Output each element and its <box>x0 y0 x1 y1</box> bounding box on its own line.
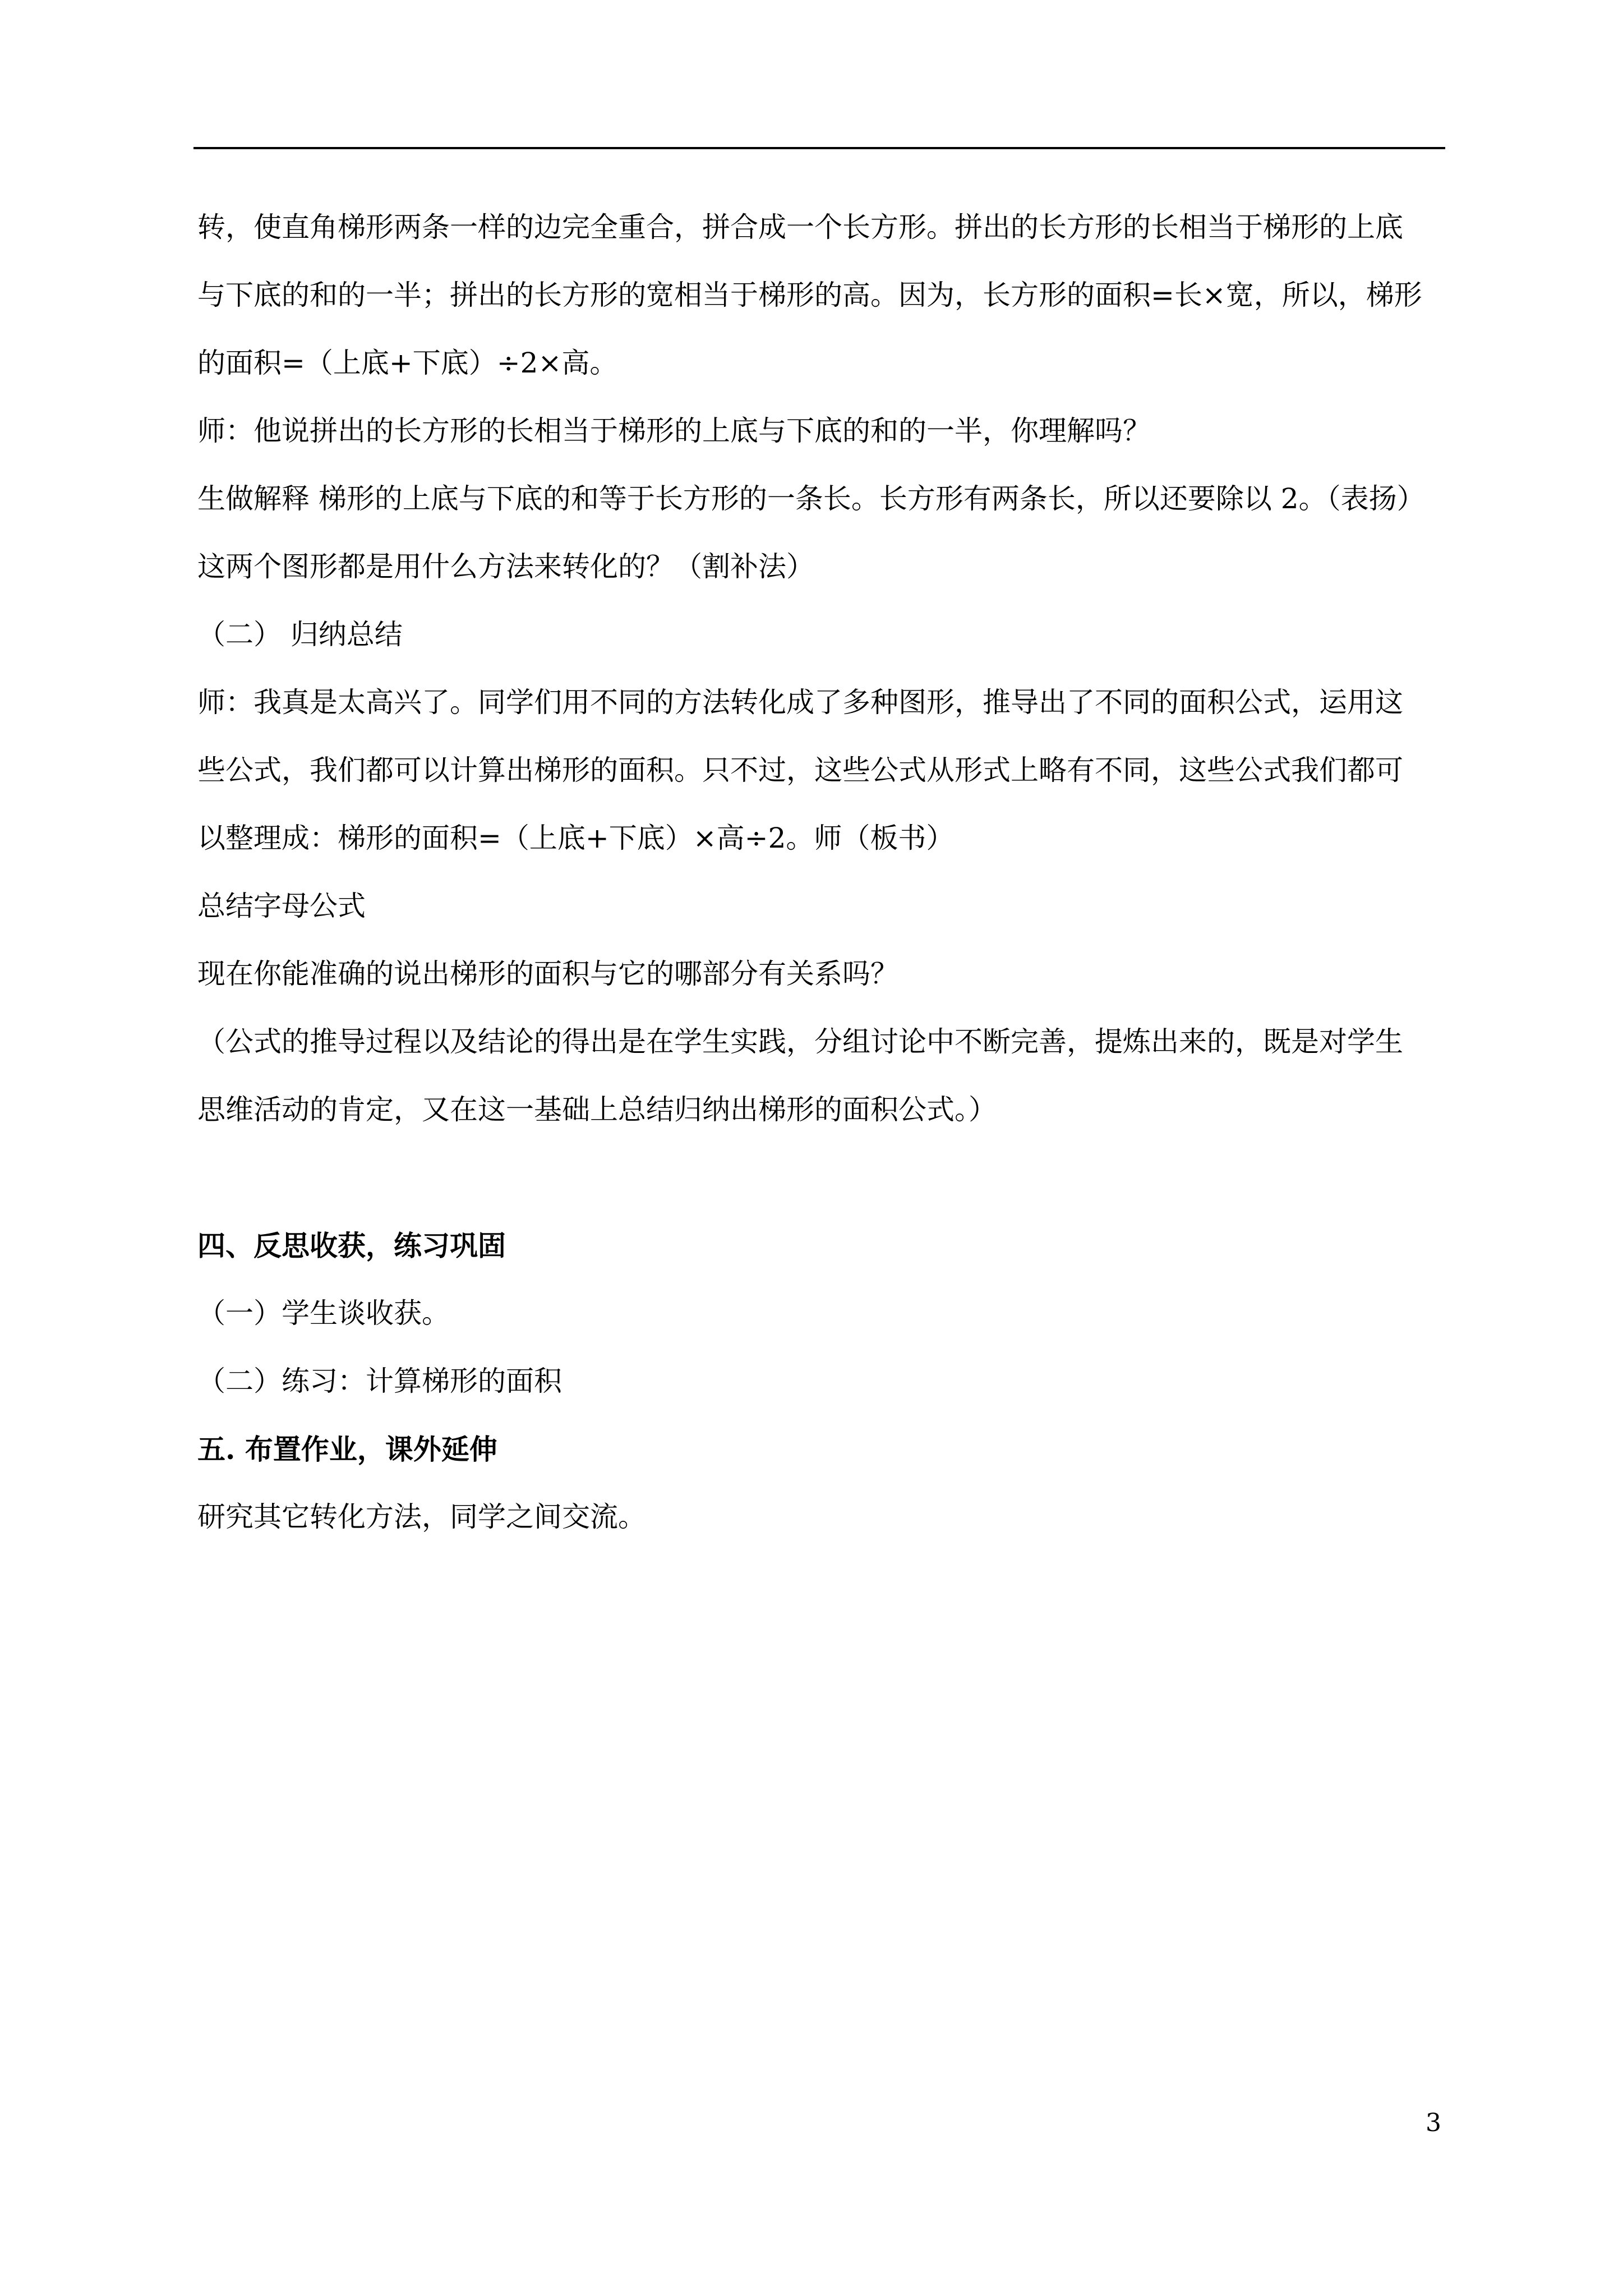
section-text: 研究其它转化方法，同学之间交流。 <box>197 1501 646 1533</box>
paragraph-line: 这两个图形都是用什么方法来转化的？（割补法） <box>197 550 814 583</box>
paragraph-line: 总结字母公式 <box>197 890 366 922</box>
paragraph-line: 转，使直角梯形两条一样的边完全重合，拼合成一个长方形。拼出的长方形的长相当于梯形的上底 <box>197 211 1403 243</box>
section-item: （二）练习：计算梯形的面积 <box>197 1365 562 1397</box>
paragraph-line: （公式的推导过程以及结论的得出是在学生实践，分组讨论中不断完善，提炼出来的，既是对学生 <box>197 1025 1403 1058</box>
header-rule <box>193 147 1445 149</box>
section-heading-4: 四、反思收获，练习巩固 <box>197 1229 506 1262</box>
paragraph-line: 师：我真是太高兴了。同学们用不同的方法转化成了多种图形，推导出了不同的面积公式，运用这 <box>197 686 1403 719</box>
teacher-question: 师：他说拼出的长方形的长相当于梯形的上底与下底的和的一半，你理解吗？ <box>197 415 1151 447</box>
paragraph-line: 与下底的和的一半；拼出的长方形的宽相当于梯形的高。因为，长方形的面积=长×宽，所以，梯形 <box>197 279 1422 311</box>
page-number: 3 <box>1426 2109 1441 2137</box>
paragraph-line: 的面积=（上底+下底）÷2×高。 <box>197 347 618 379</box>
paragraph-line: 现在你能准确的说出梯形的面积与它的哪部分有关系吗？ <box>197 958 898 990</box>
document-body <box>197 194 1447 1551</box>
paragraph-line: 些公式，我们都可以计算出梯形的面积。只不过，这些公式从形式上略有不同，这些公式我们都可 <box>197 754 1403 786</box>
paragraph-gap <box>197 1144 1447 1212</box>
paragraph-line: 以整理成：梯形的面积=（上底+下底）×高÷2。师（板书） <box>197 822 955 854</box>
paragraph-line: 思维活动的肯定，又在这一基础上总结归纳出梯形的面积公式。） <box>197 1093 997 1126</box>
section-heading-5: 五. 布置作业，课外延伸 <box>197 1433 497 1466</box>
student-explanation: 生做解释 梯形的上底与下底的和等于长方形的一条长。长方形有两条长，所以还要除以 2。（表扬） <box>197 482 1425 515</box>
subsection-heading: （二） 归纳总结 <box>197 618 403 651</box>
section-item: （一）学生谈收获。 <box>197 1297 450 1329</box>
